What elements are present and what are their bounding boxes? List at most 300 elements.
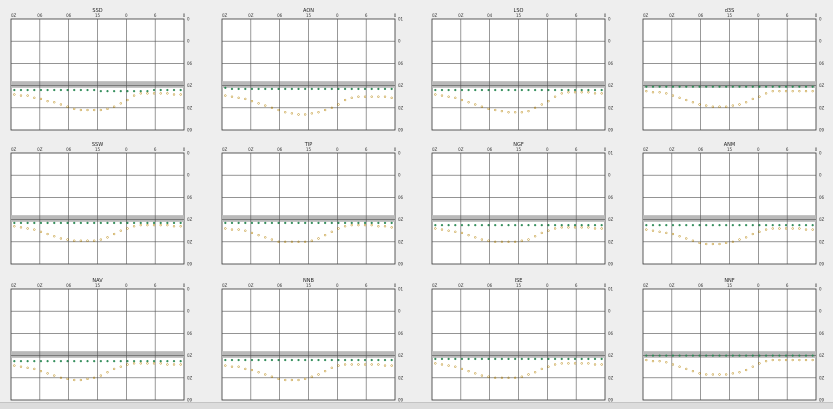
chart-panel [424,277,621,408]
x-tick-label: 0 [336,13,339,18]
y-tick-label: 0Z [187,83,193,89]
y-tick-label: 01 [398,16,404,22]
series-a-point [601,89,603,91]
x-tick-label: 0 [603,13,607,18]
series-a-point [501,89,503,91]
series-a-point [745,224,747,226]
x-tick-label: 0Z [248,283,254,288]
series-a-point [304,222,306,224]
series-a-point [278,359,280,361]
series-a-point [318,88,320,90]
x-tick-label: 0Z [222,283,228,288]
chart-svg [214,277,411,408]
chart-title: NNB [303,278,314,284]
series-a-point [27,360,29,362]
series-a-point [147,90,149,92]
series-a-point [80,360,82,362]
series-a-point [93,89,95,91]
series-a-point [251,359,253,361]
series-a-point [304,88,306,90]
y-tick-label: 09 [187,261,193,267]
series-a-point [785,86,787,88]
series-a-point [659,224,661,226]
series-a-point [739,86,741,88]
series-a-point [812,86,814,88]
series-a-point [40,89,42,91]
x-tick-label: 15 [305,283,312,288]
series-a-point [100,222,102,224]
series-a-point [244,88,246,90]
x-tick-label: 0 [125,13,128,18]
y-tick-label: 01 [608,286,614,292]
series-a-point [87,360,89,362]
series-a-point [441,89,443,91]
series-a-point [534,358,536,360]
series-a-point [364,88,366,90]
x-tick-label: 0 [336,283,339,288]
series-a-point [224,359,226,361]
series-a-point [364,222,366,224]
series-a-point [594,224,596,226]
series-a-point [100,90,102,92]
series-a-point [160,222,162,224]
series-a-point [772,355,774,357]
series-a-point [461,358,463,360]
series-a-point [377,359,379,361]
series-a-point [324,359,326,361]
x-tick-label: 6 [364,283,368,288]
series-a-point [699,86,701,88]
x-tick-label: 0 [125,147,128,152]
chart-panel [3,141,200,272]
y-tick-label: 09 [398,261,404,267]
chart-title: TIP [304,142,313,148]
x-tick-label: 06 [66,147,72,152]
series-a-point [652,86,654,88]
y-tick-label: 0Z [819,83,825,89]
y-tick-label: 09 [819,261,825,267]
series-a-point [73,222,75,224]
series-a-point [120,360,122,362]
series-a-point [47,222,49,224]
series-a-point [685,86,687,88]
series-a-point [587,224,589,226]
series-a-point [20,360,22,362]
x-tick-label: 0Z [669,13,675,18]
series-a-point [725,224,727,226]
series-a-point [338,88,340,90]
series-a-point [244,222,246,224]
series-a-point [13,89,15,91]
series-a-point [601,224,603,226]
series-a-point [238,88,240,90]
series-a-point [699,355,701,357]
series-a-point [587,89,589,91]
x-tick-label: 0Z [432,147,438,152]
series-a-point [521,224,523,226]
series-a-point [665,355,667,357]
x-tick-label: 15 [515,147,522,152]
series-a-point [568,358,570,360]
series-a-point [173,360,175,362]
y-tick-label: 0Z [398,105,404,111]
x-tick-label: 0 [757,13,760,18]
y-tick-label: 0Z [398,83,404,89]
series-a-point [752,86,754,88]
y-tick-label: 0Z [187,217,193,223]
series-a-point [244,359,246,361]
x-tick-label: 06 [66,283,72,288]
series-a-point [448,358,450,360]
series-a-point [338,359,340,361]
y-tick-label: 06 [608,60,614,66]
series-a-point [434,224,436,226]
y-tick-label: 0Z [608,375,614,381]
series-a-point [672,86,674,88]
series-a-point [645,224,647,226]
chart-title: NGF [513,142,524,148]
x-tick-label: 0 [603,283,607,288]
series-a-point [344,88,346,90]
x-tick-label: 6 [785,13,789,18]
chart-panel [3,277,200,408]
y-tick-label: 0 [608,16,611,22]
series-a-point [67,360,69,362]
series-a-point [160,360,162,362]
series-a-point [494,358,496,360]
x-tick-label: 06 [487,283,493,288]
series-a-point [391,222,393,224]
series-a-point [271,88,273,90]
series-a-point [521,89,523,91]
series-a-point [692,224,694,226]
y-tick-label: 0Z [819,217,825,223]
series-a-point [107,360,109,362]
x-tick-label: 0 [546,283,549,288]
chart-panel [635,277,832,408]
y-tick-label: 06 [398,194,404,200]
y-tick-label: 06 [819,194,825,200]
x-tick-label: 06 [277,283,283,288]
series-a-point [33,360,35,362]
series-a-point [120,90,122,92]
series-a-point [127,222,129,224]
x-tick-label: 06 [698,147,704,152]
x-tick-label: 0 [393,147,397,152]
series-a-point [568,89,570,91]
y-tick-label: 06 [608,330,614,336]
series-a-point [739,355,741,357]
series-a-point [765,355,767,357]
series-a-point [454,224,456,226]
series-a-point [120,222,122,224]
x-tick-label: 06 [277,13,283,18]
series-a-point [166,222,168,224]
series-a-point [488,358,490,360]
series-a-point [291,359,293,361]
series-a-point [80,89,82,91]
chart-svg [635,7,832,138]
series-a-point [528,89,530,91]
y-tick-label: 0 [398,38,401,44]
series-a-point [264,359,266,361]
y-tick-label: 06 [819,330,825,336]
series-a-point [448,89,450,91]
series-a-point [574,224,576,226]
x-tick-label: 0 [814,283,818,288]
series-a-point [548,224,550,226]
series-a-point [338,222,340,224]
series-a-point [311,222,313,224]
series-a-point [554,224,556,226]
y-tick-label: 0Z [608,353,614,359]
series-a-point [127,90,129,92]
x-tick-label: 0Z [11,147,17,152]
chart-title: SSW [91,142,104,148]
x-tick-label: 6 [785,147,789,152]
series-a-point [371,222,373,224]
series-a-point [153,360,155,362]
series-a-point [27,222,29,224]
series-a-point [501,224,503,226]
series-a-point [739,224,741,226]
series-a-point [812,224,814,226]
y-tick-label: 0 [187,308,190,314]
series-a-point [574,89,576,91]
series-a-point [468,358,470,360]
y-tick-label: 06 [398,330,404,336]
series-a-point [528,358,530,360]
series-a-point [311,88,313,90]
x-tick-label: 6 [153,13,157,18]
y-tick-label: 0 [187,150,190,156]
series-a-point [166,89,168,91]
series-a-point [358,88,360,90]
y-tick-label: 0Z [398,353,404,359]
x-tick-label: 6 [574,13,578,18]
series-a-point [725,355,727,357]
series-a-point [93,360,95,362]
series-a-point [488,89,490,91]
series-a-point [554,89,556,91]
series-a-point [587,358,589,360]
series-a-point [665,86,667,88]
series-a-point [548,358,550,360]
series-a-point [805,355,807,357]
y-tick-label: 06 [608,194,614,200]
x-tick-label: 15 [515,13,522,18]
series-a-point [278,222,280,224]
series-a-point [377,222,379,224]
y-tick-label: 06 [819,60,825,66]
series-a-point [298,222,300,224]
series-a-point [732,355,734,357]
x-tick-label: 0Z [37,283,43,288]
series-a-point [798,224,800,226]
series-a-point [601,358,603,360]
series-a-point [298,359,300,361]
series-a-point [318,222,320,224]
series-a-point [594,89,596,91]
series-a-point [271,359,273,361]
x-tick-label: 0 [814,147,818,152]
x-tick-label: 0Z [458,13,464,18]
chart-svg [3,277,200,408]
y-tick-label: 09 [819,127,825,133]
series-a-point [508,89,510,91]
series-a-point [371,359,373,361]
series-a-point [501,358,503,360]
y-tick-label: 01 [398,286,404,292]
x-tick-label: 6 [574,147,578,152]
series-a-point [278,88,280,90]
x-tick-label: 06 [487,147,493,152]
series-a-point [231,222,233,224]
series-a-point [13,222,15,224]
series-a-point [798,355,800,357]
y-tick-label: 0Z [398,239,404,245]
series-a-point [238,359,240,361]
series-a-point [113,360,115,362]
series-a-point [561,224,563,226]
series-a-point [147,360,149,362]
series-a-point [238,222,240,224]
series-a-point [679,355,681,357]
series-a-point [20,222,22,224]
series-a-point [488,224,490,226]
y-tick-label: 0Z [819,375,825,381]
series-a-point [454,89,456,91]
series-a-point [331,88,333,90]
series-a-point [574,358,576,360]
series-a-point [351,88,353,90]
y-tick-label: 09 [608,127,614,133]
series-a-point [391,359,393,361]
series-a-point [264,88,266,90]
x-tick-label: 0Z [643,13,649,18]
chart-panel [424,141,621,272]
series-a-point [231,88,233,90]
series-a-point [554,358,556,360]
series-a-point [645,86,647,88]
y-tick-label: 0Z [187,353,193,359]
series-a-point [685,355,687,357]
series-a-point [481,89,483,91]
series-a-point [805,86,807,88]
x-tick-label: 06 [698,13,704,18]
series-a-point [224,222,226,224]
series-a-point [665,224,667,226]
x-tick-label: 0Z [222,147,228,152]
x-tick-label: 0 [546,13,549,18]
series-a-point [474,89,476,91]
series-a-point [699,224,701,226]
series-a-point [461,89,463,91]
x-tick-label: 15 [305,13,312,18]
series-a-point [705,224,707,226]
y-tick-label: 09 [187,127,193,133]
series-a-point [785,355,787,357]
series-a-point [153,89,155,91]
x-tick-label: 0 [393,283,397,288]
y-tick-label: 0 [819,16,822,22]
x-tick-label: 0 [757,283,760,288]
y-tick-label: 0Z [187,105,193,111]
series-a-point [705,355,707,357]
series-a-point [377,88,379,90]
chart-panel [635,7,832,138]
series-a-point [474,358,476,360]
x-tick-label: 0Z [11,13,17,18]
series-a-point [474,224,476,226]
series-a-point [441,358,443,360]
chart-panel [424,7,621,138]
y-tick-label: 09 [608,397,614,403]
y-tick-label: 09 [608,261,614,267]
series-a-point [391,88,393,90]
series-a-point [113,222,115,224]
series-a-point [298,88,300,90]
x-tick-label: 0Z [37,147,43,152]
series-a-point [759,86,761,88]
series-a-point [548,89,550,91]
series-a-point [434,358,436,360]
chart-title: NNF [724,278,735,284]
y-tick-label: 0 [819,38,822,44]
series-a-point [33,89,35,91]
series-a-point [719,355,721,357]
x-tick-label: 6 [785,283,789,288]
series-a-point [351,222,353,224]
x-tick-label: 0 [603,147,607,152]
series-a-point [434,89,436,91]
series-a-point [113,90,115,92]
y-tick-label: 09 [187,397,193,403]
series-a-point [765,224,767,226]
series-a-point [107,222,109,224]
series-a-point [448,224,450,226]
x-tick-label: 0Z [669,147,675,152]
y-tick-label: 0 [187,286,190,292]
x-tick-label: 15 [726,147,733,152]
series-a-point [80,222,82,224]
x-tick-label: 15 [515,283,522,288]
y-tick-label: 09 [398,397,404,403]
y-tick-label: 06 [187,330,193,336]
y-tick-label: 0Z [398,217,404,223]
series-a-point [659,355,661,357]
x-tick-label: 04 [487,13,493,18]
series-a-point [67,222,69,224]
series-a-point [528,224,530,226]
y-tick-label: 0Z [608,105,614,111]
series-a-point [785,224,787,226]
x-tick-label: 0 [182,13,186,18]
series-a-point [73,89,75,91]
chart-title: NAV [92,278,103,284]
y-tick-label: 0 [608,172,611,178]
series-a-point [140,222,142,224]
y-tick-label: 0 [398,308,401,314]
series-a-point [53,222,55,224]
y-tick-label: 0 [398,150,401,156]
series-a-point [812,355,814,357]
series-a-point [40,222,42,224]
chart-title: d3S [724,8,735,14]
series-a-point [284,222,286,224]
series-a-point [561,89,563,91]
series-a-point [772,224,774,226]
